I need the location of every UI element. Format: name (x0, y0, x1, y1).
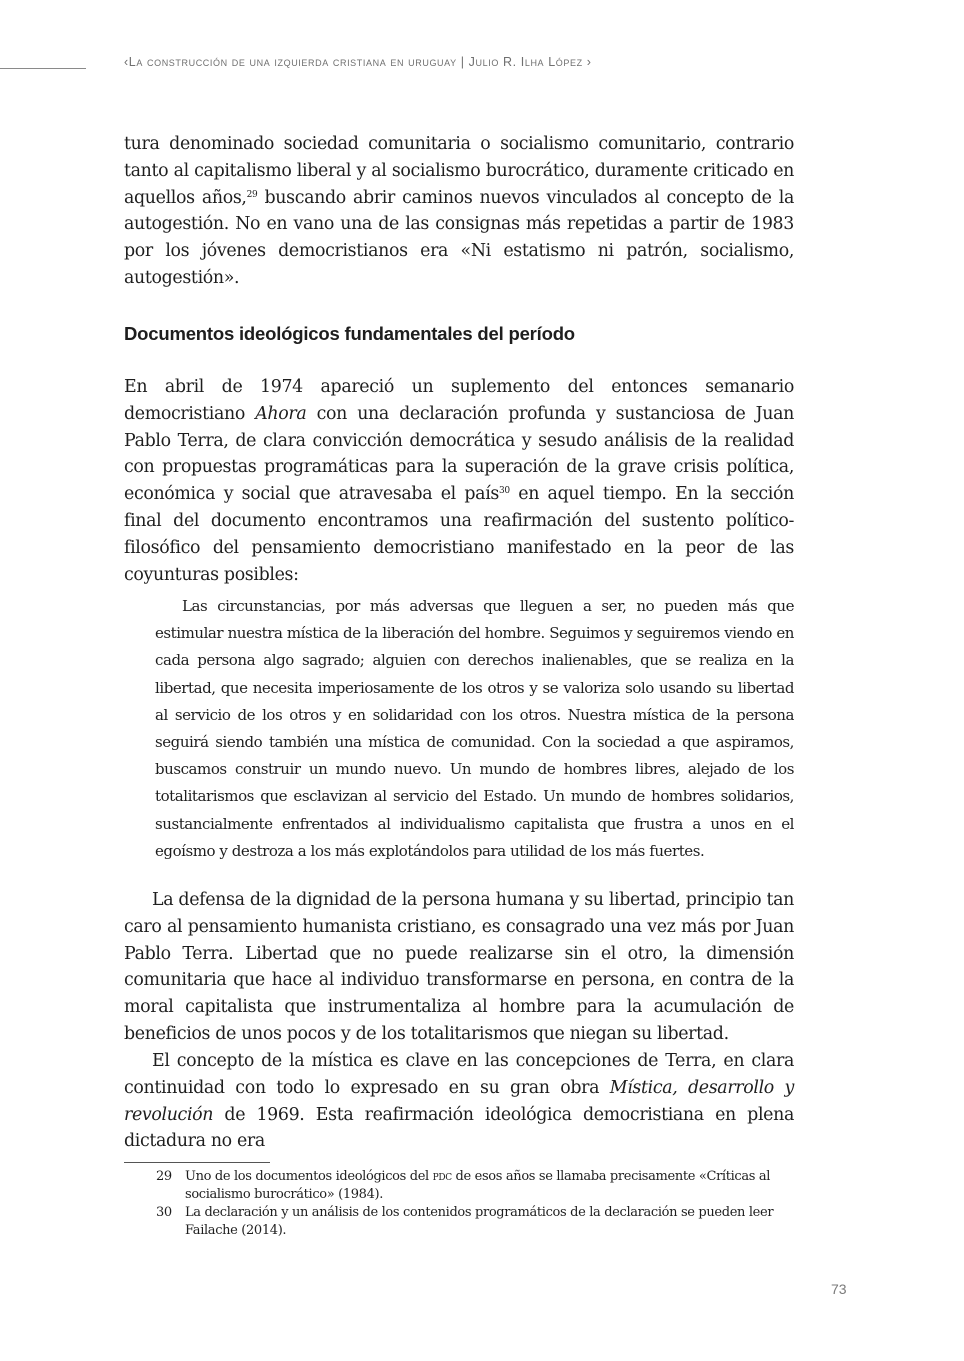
periodical-title: Ahora (255, 403, 307, 424)
footnote-ref-29: 29 (246, 189, 258, 200)
paragraph-3: La defensa de la dignidad de la persona humana y su libertad, principio tan caro al pensamiento humanista cristiano, es consagrado una vez más por Juan Pablo Terra. Libertad que no puede realizarse sin el otro, la dimensión comunitaria que hace al individuo transformarse en persona, en contra de la moral capitalista que instrumentaliza al hombre para la acumulación de beneficios de unos pocos y de los totalitarismos que niegan su libertad. (124, 890, 794, 1044)
running-header: ‹La construcción de una izquierda cristiana en uruguay | Julio R. Ilha López › (124, 55, 592, 69)
section-heading: Documentos ideológicos fundamentales del período (124, 323, 575, 344)
paragraph-2-text-a: En abril de 1974 apareció un suplemento del entonces semanario democristiano (124, 377, 794, 424)
paragraph-2-text-b: con una declaración profunda y sustanciosa de Juan Pablo Terra, de clara convicción democrática y sesudo análisis de la realidad con propuestas programáticas para la superación de la grave crisis política, económica y social que atravesaba el país (124, 403, 794, 505)
footnote-ref-30: 30 (498, 486, 510, 497)
footnote-text-b: de esos años se llamaba precisamente «Críticas al socialismo burocrático» (1984). (185, 1169, 771, 1202)
footnote-29 (124, 1168, 794, 1203)
page-number: 73 (831, 1281, 847, 1297)
footnote-30 (124, 1204, 794, 1239)
footnote-number: 30 (156, 1205, 172, 1220)
footnote-text (185, 1168, 794, 1203)
footnote-number: 29 (156, 1169, 172, 1184)
paragraph-4 (124, 1048, 794, 1155)
paragraph-4-text-b: de 1969. Esta reafirmación ideológica democristiana en plena dictadura no era (124, 1104, 794, 1152)
footnote-text: La declaración y un análisis de los contenidos programáticos de la declaración se pueden leer Failache (2014). (185, 1205, 774, 1238)
paragraph-1-text-b: buscando abrir caminos nuevos vinculados al concepto de la autogestión. No en vano una de las consignas más repetidas a partir de 1983 por los jóvenes democristianos era «Ni estatismo ni patrón, socialismo, autogestión». (124, 187, 794, 288)
header-rule (0, 68, 86, 69)
paragraph-4-text-a: El concepto de la mística es clave en las concepciones de Terra, en clara continuidad con todo lo expresado en su gran obra (124, 1051, 794, 1098)
footnote-rule (124, 1162, 270, 1163)
block-quote: Las circunstancias, por más adversas que lleguen a ser, no pueden más que estimular nuestra mística de la liberación del hombre. Seguimos y seguiremos viendo en cada persona algo sagrado; alguien con derechos inalienables, que se realiza en la libertad, que necesita imperiosamente de los otros y se valoriza solo usando su libertad al servicio de los otros y en solidaridad con los otros. Nuestra mística de la persona seguirá siendo también una mística de comunidad. Con la sociedad a que aspiramos, buscamos construir un mundo nuevo. Un mundo de hombres libres, alejado de los totalitarismos que esclavizan al servicio del Estado. Un mundo de hombres solidarios, sustancialmente enfrentados al individualismo capitalista que frustra a unos en el egoísmo y destroza a los más explotándolos para utilidad de los más fuertes. (155, 597, 794, 860)
paragraph-2-text-c: en aquel tiempo. En la sección final del documento encontramos una reafirmación del sustento político-filosófico del pensamiento democristiano manifestado en la peor de las coyunturas posibles: (124, 484, 794, 585)
paragraph-1 (124, 131, 794, 292)
footnote-text-a: Uno de los documentos ideológicos del (185, 1169, 433, 1184)
paragraph-1-text-a: tura denominado sociedad comunitaria o socialismo comunitario, contrario tanto al capitalismo liberal y al socialismo burocrático, duramente criticado en aquellos años, (124, 134, 794, 208)
book-title: Mística, desarrollo y revolución (124, 1077, 794, 1125)
paragraph-2 (124, 374, 794, 588)
footnote-abbr: pdc (432, 1169, 452, 1184)
